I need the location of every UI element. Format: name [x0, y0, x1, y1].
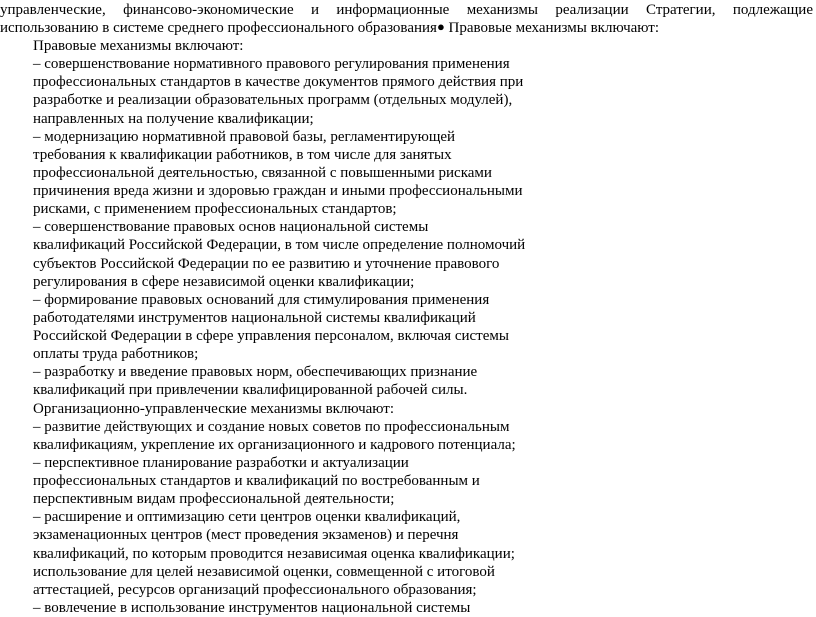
- text-line: – вовлечение в использование инструментов национальной системы: [33, 599, 471, 616]
- text-line: рисками, с применением профессиональных стандартов;: [33, 201, 397, 218]
- text-line: профессиональной деятельностью, связанной с повышенными рисками: [33, 164, 492, 181]
- text-line: субъектов Российской Федерации по ее развитию и уточнение правового: [33, 255, 500, 272]
- text-line: – перспективное планирование разработки и актуализации: [33, 454, 409, 471]
- text-line: – совершенствование правовых основ национальной системы: [33, 219, 429, 236]
- bullet-icon: ●: [436, 19, 445, 34]
- text-line: – расширение и оптимизацию сети центров оценки квалификаций,: [33, 509, 461, 526]
- text-line: направленных на получение квалификации;: [33, 110, 314, 127]
- text-line: регулирования в сфере независимой оценки квалификации;: [33, 273, 415, 290]
- text-line: – развитие действующих и создание новых советов по профессиональным: [33, 418, 510, 435]
- text-line: – совершенствование нормативного правового регулирования применения: [33, 56, 510, 73]
- text-line: экзаменационных центров (мест проведения экзаменов) и перечня: [33, 527, 459, 544]
- text-line: Организационно-управленческие механизмы включают:: [33, 400, 395, 417]
- text-line: оплаты труда работников;: [33, 346, 199, 363]
- text-line: работодателями инструментов национальной системы квалификаций: [33, 309, 476, 326]
- text-line: разработке и реализации образовательных программ (отдельных модулей),: [33, 92, 513, 109]
- text-line: Правовые механизмы включают:: [33, 38, 244, 54]
- text-line: квалификациям, укрепление их организационного и кадрового потенциала;: [33, 436, 516, 453]
- intro-text: управленческие, финансово-экономические и информационные механизмы реализации Стратегии, подлежащие использованию в системе среднего профессионального образования: [0, 2, 813, 36]
- text-line: аттестацией, ресурсов организаций профессионального образования;: [33, 581, 477, 598]
- text-block: [33, 37, 526, 617]
- text-line: – разработку и введение правовых норм, обеспечивающих признание: [33, 364, 478, 381]
- text-line: требования к квалификации работников, в том числе для занятых: [33, 146, 452, 163]
- text-line: квалификаций Российской Федерации, в том числе определение полномочий: [33, 237, 526, 254]
- intro-tail: Правовые механизмы включают:: [444, 20, 660, 36]
- text-line: профессиональных стандартов в качестве документов прямого действия при: [33, 74, 524, 91]
- text-line: – модернизацию нормативной правовой базы, регламентирующей: [33, 128, 456, 145]
- text-line: профессиональных стандартов и квалификаций по востребованным и: [33, 473, 480, 489]
- intro-paragraph: [0, 1, 813, 37]
- text-line: – формирование правовых оснований для стимулирования применения: [33, 291, 490, 308]
- text-line: перспективным видам профессиональной деятельности;: [33, 491, 395, 508]
- text-line: квалификаций, по которым проводится независимая оценка квалификации;: [33, 545, 515, 562]
- text-line: квалификаций при привлечении квалифицированной рабочей силы.: [33, 382, 468, 399]
- text-line: причинения вреда жизни и здоровью граждан и иными профессиональными: [33, 183, 523, 199]
- text-line: использование для целей независимой оценки, совмещенной с итоговой: [33, 563, 495, 580]
- text-line: Российской Федерации в сфере управления персоналом, включая системы: [33, 328, 509, 344]
